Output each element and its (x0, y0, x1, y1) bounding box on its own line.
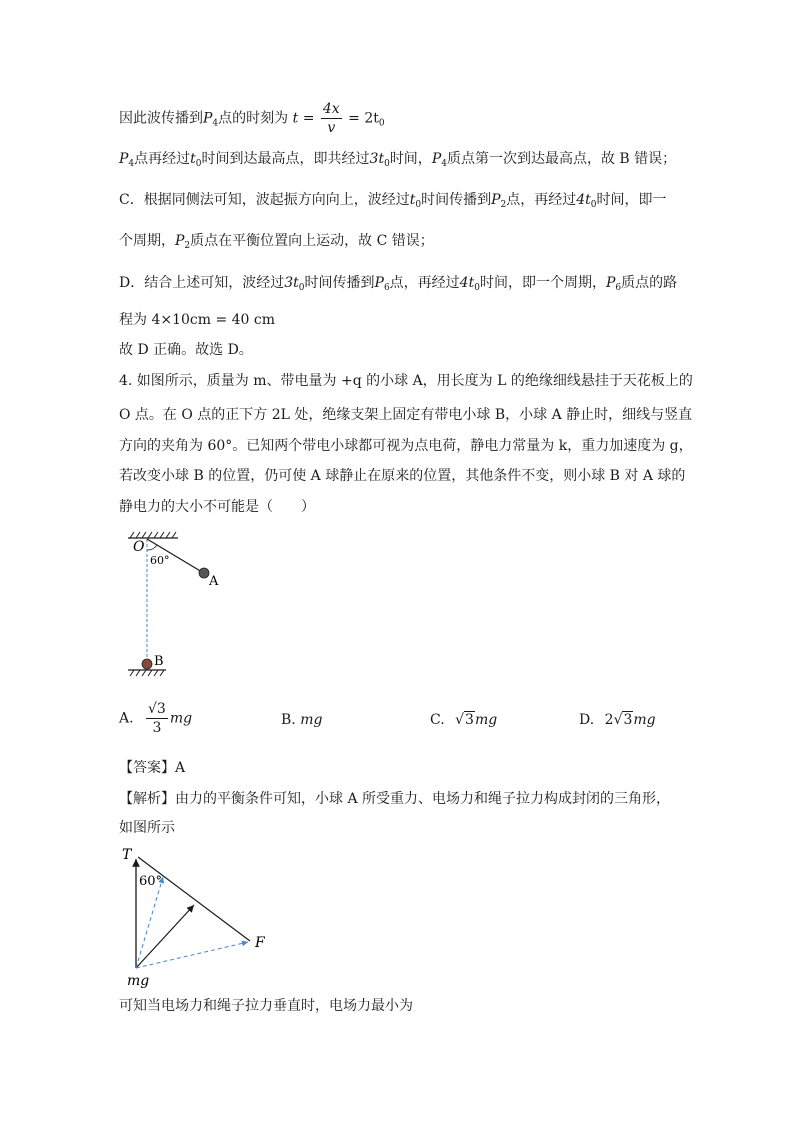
option-b[interactable] (281, 712, 322, 728)
fraction (146, 700, 168, 737)
result: = 2t (348, 110, 379, 127)
label-t: T (122, 847, 132, 863)
question-4-line-5: 静电力的大小不可能是（ ） (119, 499, 315, 515)
label-o: O (133, 539, 145, 555)
text-line-5 (119, 273, 677, 298)
subscript: 0 (415, 200, 422, 210)
option-a-value: mg (169, 710, 193, 727)
subscript: 4 (441, 159, 447, 169)
min-force-vector (136, 905, 194, 968)
numerator: √3 (148, 701, 166, 717)
option-d-coef: 2 (604, 712, 614, 728)
question-4-line-2: O 点。在 O 点的正下方 2L 处，绝缘支架上固定有带电小球 B，小球 A 静止时，细线与竖直 (119, 407, 693, 423)
subscript: 0 (384, 159, 390, 169)
option-b-value: mg (300, 712, 323, 728)
subscript: 0 (298, 283, 305, 293)
option-c-value: mg (474, 712, 498, 728)
text: 质点的路 (621, 275, 678, 291)
subscript: 2 (184, 241, 191, 251)
closing-line: 可知当电场力和绳子拉力垂直时，电场力最小为 (119, 998, 413, 1014)
label-b: B (154, 654, 164, 669)
option-d[interactable]: D. 2√3mg (579, 712, 656, 728)
var-3t: 3t (369, 151, 385, 167)
text-line-4 (119, 231, 434, 256)
dashed-vector-f (136, 942, 248, 968)
var-p: P (491, 192, 501, 208)
option-d-value: mg (633, 712, 656, 728)
label-f: F (255, 935, 265, 951)
var-p: P (175, 233, 185, 249)
var-p: P (203, 110, 213, 127)
var-t: t (292, 110, 299, 127)
text: 时间， (389, 151, 432, 167)
text-line-6: 程为 4×10cm = 40 cm (119, 312, 276, 328)
text: C．根据同侧法可知，波起振方向向上，波经过 (119, 192, 410, 208)
var-4t: 4t (576, 192, 591, 208)
text: 时间，即一个周期， (479, 275, 606, 291)
text: 点再经过 (134, 151, 191, 167)
answer-line (119, 758, 185, 778)
answer-tag: 【答案】 (119, 760, 175, 776)
subscript: 4 (212, 118, 219, 129)
force-triangle-figure (118, 843, 278, 993)
numerator: 4x (322, 101, 340, 117)
analysis-line-1 (119, 789, 670, 809)
var-p: P (431, 151, 442, 167)
subscript: 0 (378, 118, 385, 129)
option-d-sqrt: 3 (623, 712, 633, 728)
option-d-label: D. (579, 712, 595, 728)
ball-a (199, 568, 209, 578)
ceiling-hatch (130, 532, 176, 538)
subscript: 6 (383, 283, 390, 293)
label-a: A (209, 574, 219, 589)
text: 时间传播到 (421, 192, 492, 208)
subscript: 4 (128, 159, 135, 169)
base-hatch (130, 670, 164, 676)
option-a[interactable] (119, 700, 192, 737)
denominator: 3 (152, 720, 162, 736)
var-p: P (374, 275, 384, 291)
question-4-line-3: 方向的夹角为 60°。已知两个带电小球都可视为点电荷，静电力常量为 k，重力加速度为 g， (119, 438, 693, 454)
subscript: 0 (474, 283, 480, 293)
text: 时间到达最高点，即共经过 (201, 151, 370, 167)
analysis-tag: 【解析】 (119, 791, 175, 807)
text-line-7: 故 D 正确。故选 D。 (119, 342, 253, 358)
answer-value: A (175, 760, 186, 776)
var-p: P (605, 275, 616, 291)
subscript: 0 (590, 200, 597, 210)
question-4-line-4: 若改变小球 B 的位置，仍可使 A 球静止在原来的位置，其他条件不变，则小球 B 对 A 球的 (119, 468, 686, 484)
label-angle: 60° (139, 874, 163, 889)
var-3t: 3t (284, 275, 299, 291)
denominator: v (327, 120, 336, 136)
subscript: 2 (500, 200, 507, 210)
text: 点，再经过 (389, 275, 460, 291)
text-line-2 (119, 149, 676, 174)
text: 时间传播到 (304, 275, 375, 291)
text: 质点在平衡位置向上运动，故 C 错误； (190, 233, 434, 249)
subscript: 0 (195, 159, 202, 169)
var-4t: 4t (459, 275, 475, 291)
text: 个周期， (119, 233, 175, 249)
subscript: 6 (615, 283, 622, 293)
angle-arc (147, 545, 157, 550)
question-4-line-1: 4. 如图所示，质量为 m、带电量为 +q 的小球 A，用长度为 L 的绝缘细线悬挂于天花板上的 (119, 373, 693, 389)
text-line-1 (119, 100, 385, 137)
option-c-label: C. (430, 712, 445, 728)
option-c[interactable]: C. √3mg (430, 712, 498, 728)
analysis-text: 由力的平衡条件可知，小球 A 所受重力、电场力和绳子拉力构成封闭的三角形， (175, 791, 671, 807)
text: 因此波传播到 (119, 110, 203, 127)
analysis-line-2: 如图所示 (119, 820, 175, 836)
text: D．结合上述可知，波经过 (119, 275, 285, 291)
label-mg: mg (127, 973, 150, 989)
equals: = (302, 110, 315, 127)
option-a-label: A. (119, 710, 134, 727)
option-b-label: B. (281, 712, 296, 728)
var-t: t (190, 151, 196, 167)
dashed-vector-1 (136, 877, 163, 968)
var-t: t (409, 192, 416, 208)
label-angle: 60° (150, 554, 170, 567)
text-line-3 (119, 190, 667, 215)
hypotenuse-line (138, 857, 250, 941)
text: 点，再经过 (506, 192, 577, 208)
text: 时间，即一 (596, 192, 667, 208)
fraction (321, 100, 342, 137)
var-p: P (119, 151, 129, 167)
text: 质点第一次到达最高点，故 B 错误； (446, 151, 677, 167)
ball-b (142, 659, 152, 669)
option-c-sqrt: 3 (465, 712, 474, 728)
pendulum-figure (120, 530, 230, 685)
text: 点的时刻为 (218, 110, 289, 127)
